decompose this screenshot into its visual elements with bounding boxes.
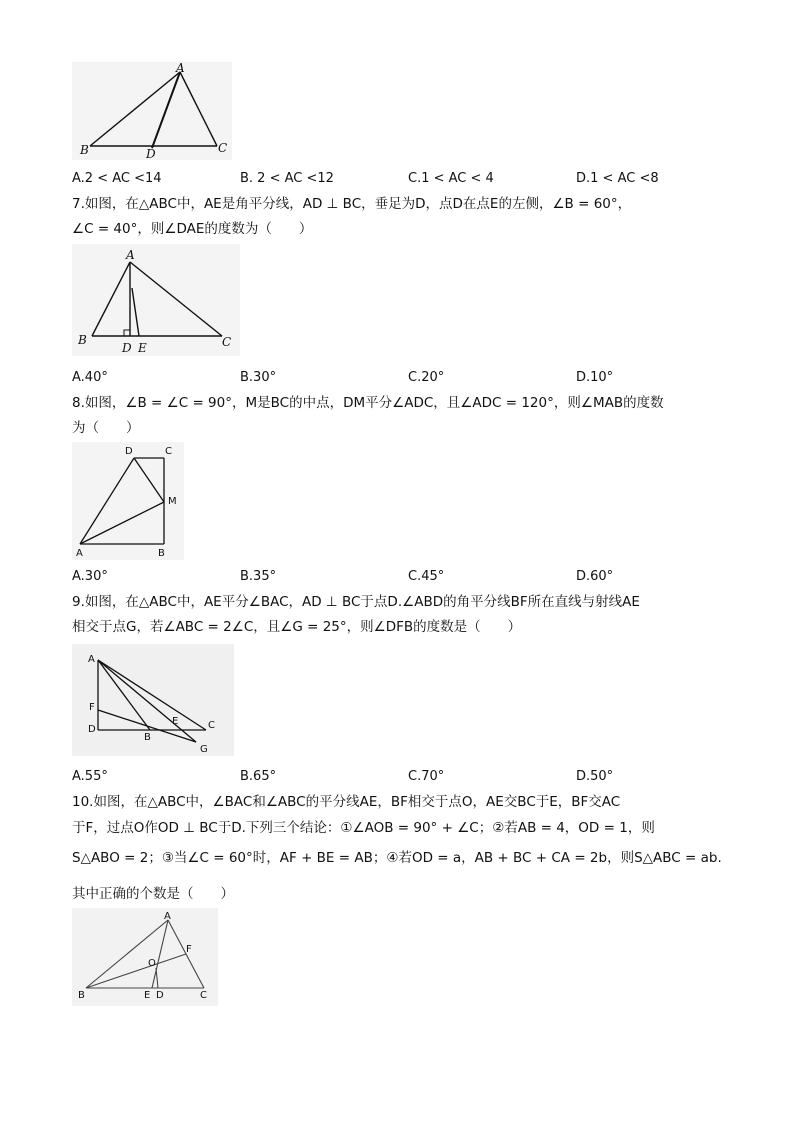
label-D: D (88, 724, 96, 735)
q10-text-line2: 于F，过点O作OD ⊥ BC于D.下列三个结论：①∠AOB = 90° + ∠C；②若AB = 4，OD = 1，则 (72, 820, 655, 836)
q7-option-b[interactable]: B.30° (240, 370, 277, 385)
q6-option-b[interactable]: B. 2 < AC <12 (240, 171, 334, 186)
q7-text-line2: ∠C = 40°，则∠DAE的度数为（ ） (72, 221, 313, 237)
label-O: O (148, 958, 156, 969)
q8-text-line1: 8.如图，∠B = ∠C = 90°，M是BC的中点，DM平分∠ADC，且∠ADC = 120°，则∠MAB的度数 (72, 395, 664, 411)
label-F: F (186, 944, 192, 955)
q6-option-c[interactable]: C.1 < AC < 4 (408, 171, 494, 186)
q8-text-line2: 为（ ） (72, 420, 140, 436)
q6-option-d[interactable]: D.1 < AC <8 (576, 171, 659, 186)
figure-q7 (72, 244, 240, 356)
q9-option-b[interactable]: B.65° (240, 769, 277, 784)
label-C: C (208, 720, 215, 731)
q9-option-c[interactable]: C.70° (408, 769, 445, 784)
label-C: C (222, 335, 232, 349)
figure-q10 (72, 908, 218, 1006)
label-B: B (158, 548, 165, 559)
label-E: E (138, 341, 147, 355)
label-D: D (146, 147, 156, 160)
figure-q6 (72, 62, 232, 160)
q8-option-b[interactable]: B.35° (240, 569, 277, 584)
label-C: C (165, 446, 172, 457)
label-M: M (168, 496, 177, 507)
label-C: C (218, 141, 228, 155)
label-C: C (200, 990, 207, 1001)
q6-option-a[interactable]: A.2 < AC <14 (72, 171, 162, 186)
label-D: D (125, 446, 133, 457)
label-E: E (144, 990, 151, 1001)
q9-option-a[interactable]: A.55° (72, 769, 108, 784)
q9-text-line1: 9.如图，在△ABC中，AE平分∠BAC，AD ⊥ BC于点D.∠ABD的角平分线BF所在直线与射线AE (72, 594, 640, 610)
label-F: F (89, 702, 95, 713)
q8-option-a[interactable]: A.30° (72, 569, 108, 584)
q10-text-line3: S△ABO = 2；③当∠C = 60°时，AF + BE = AB；④若OD = a，AB + BC + CA = 2b，则S△ABC = ab. (72, 850, 722, 866)
figure-q8 (72, 442, 184, 560)
label-E: E (172, 716, 179, 727)
label-B: B (78, 333, 87, 347)
q7-option-a[interactable]: A.40° (72, 370, 108, 385)
label-B: B (78, 990, 85, 1001)
label-G: G (200, 744, 208, 755)
label-D: D (122, 341, 132, 355)
label-A: A (76, 548, 83, 559)
label-D: D (156, 990, 164, 1001)
label-A: A (88, 654, 95, 665)
q7-option-d[interactable]: D.10° (576, 370, 614, 385)
label-B: B (144, 732, 151, 743)
label-B: B (80, 143, 89, 157)
q8-option-c[interactable]: C.45° (408, 569, 445, 584)
q8-option-d[interactable]: D.60° (576, 569, 614, 584)
q7-text-line1: 7.如图，在△ABC中，AE是角平分线，AD ⊥ BC，垂足为D，点D在点E的左侧，∠B = 60°， (72, 196, 632, 212)
label-A: A (164, 911, 171, 922)
figure-q9 (72, 644, 234, 756)
q7-option-c[interactable]: C.20° (408, 370, 445, 385)
q10-text-line4: 其中正确的个数是（ ） (72, 886, 234, 902)
label-A: A (126, 248, 135, 262)
q10-text-line1: 10.如图，在△ABC中，∠BAC和∠ABC的平分线AE，BF相交于点O，AE交BC于E，BF交AC (72, 794, 621, 810)
label-A: A (176, 62, 185, 75)
q9-option-d[interactable]: D.50° (576, 769, 614, 784)
q9-text-line2: 相交于点G，若∠ABC = 2∠C，且∠G = 25°，则∠DFB的度数是（ ） (72, 619, 522, 635)
